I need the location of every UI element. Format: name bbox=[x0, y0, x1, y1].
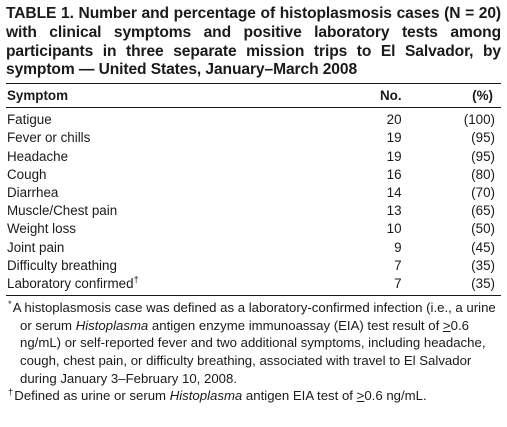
cell-symptom bbox=[6, 239, 339, 257]
cell-symptom bbox=[6, 275, 339, 295]
cell-pct: (35) bbox=[471, 276, 495, 292]
data-table bbox=[6, 84, 501, 295]
table-title bbox=[6, 5, 501, 80]
table-row bbox=[6, 129, 501, 147]
cell-pct: (70) bbox=[471, 185, 495, 200]
footnote-dagger-text-3: 0.6 ng/mL. bbox=[364, 388, 427, 404]
cell-symptom bbox=[6, 184, 339, 202]
cell-symptom bbox=[6, 220, 339, 238]
symptom-label: Cough bbox=[7, 166, 47, 182]
footnote-dagger-text-1: Defined as urine or serum bbox=[14, 388, 170, 404]
cell-pct: (65) bbox=[471, 203, 495, 219]
cell-no: 14 bbox=[386, 185, 402, 200]
footnote-star-text-1: A histoplasmosis case was defined as a laboratory-confirmed infection (i.e., a urine or serum bbox=[12, 300, 496, 333]
cell-pct: (35) bbox=[471, 257, 495, 273]
header-pct: (%) bbox=[472, 88, 493, 104]
symptom-label: Difficulty breathing bbox=[7, 257, 117, 273]
cell-pct: (50) bbox=[471, 221, 495, 237]
symptom-label: Weight loss bbox=[7, 221, 76, 237]
table-row bbox=[6, 148, 501, 166]
cell-symptom bbox=[6, 166, 339, 184]
cell-no: 7 bbox=[394, 257, 402, 273]
cell-no: 19 bbox=[386, 148, 402, 164]
footnotes bbox=[6, 299, 501, 405]
cell-no: 10 bbox=[386, 221, 402, 237]
footnote-star bbox=[6, 299, 501, 387]
table-row bbox=[6, 257, 501, 275]
symptom-label: Fever or chills bbox=[7, 130, 91, 146]
table-row bbox=[6, 202, 501, 220]
footnote-dagger-geq: > bbox=[356, 388, 365, 404]
table-row bbox=[6, 275, 501, 295]
bottom-rule bbox=[6, 295, 501, 296]
footnote-marker: † bbox=[133, 274, 139, 286]
cell-pct: (95) bbox=[471, 130, 495, 146]
cell-no: 20 bbox=[386, 112, 402, 128]
symptom-label: Diarrhea bbox=[7, 185, 59, 200]
cell-symptom bbox=[6, 148, 339, 166]
footnote-star-italic: Histoplasma bbox=[75, 317, 149, 333]
header-symptom: Symptom bbox=[7, 88, 69, 104]
table-body bbox=[6, 108, 501, 295]
cell-no: 19 bbox=[386, 130, 402, 146]
cell-pct: (80) bbox=[471, 166, 495, 182]
table-row bbox=[6, 108, 501, 129]
footnote-dagger bbox=[6, 387, 501, 405]
footnote-star-geq: > bbox=[442, 317, 451, 333]
cell-symptom bbox=[6, 108, 339, 129]
cell-symptom bbox=[6, 129, 339, 147]
cell-symptom bbox=[6, 257, 339, 275]
footnote-star-text-2: antigen enzyme immunoassay (EIA) test result of bbox=[148, 317, 443, 333]
footnote-star-text-3: 0.6 ng/mL) or self-reported fever and two additional symptoms, including headache, cough, chest pain, or difficulty breathing, associated with travel to El Salvador during January 3–February 10, 2008. bbox=[20, 317, 486, 386]
header-no: No. bbox=[379, 88, 402, 104]
table-row bbox=[6, 239, 501, 257]
table-caption: Number and percentage of histoplasmosis cases (N = 20) with clinical symptoms and positive laboratory tests among participants in three separate mission trips to El Salvador, by symptom — United States, January–March 2008 bbox=[6, 5, 502, 79]
header-row bbox=[6, 84, 501, 107]
cell-symptom bbox=[6, 202, 339, 220]
symptom-label: Muscle/Chest pain bbox=[7, 203, 118, 219]
symptom-label: Joint pain bbox=[7, 239, 65, 255]
table-row bbox=[6, 220, 501, 238]
symptom-label: Fatigue bbox=[7, 112, 52, 128]
cell-pct: (95) bbox=[471, 148, 495, 164]
footnote-dagger-text-2: antigen EIA test of bbox=[242, 388, 357, 404]
table-document bbox=[6, 0, 501, 405]
footnote-dagger-italic: Histoplasma bbox=[169, 388, 243, 404]
cell-no: 16 bbox=[386, 166, 402, 182]
cell-no: 7 bbox=[394, 276, 402, 292]
cell-no: 13 bbox=[386, 203, 402, 219]
table-row bbox=[6, 184, 501, 202]
footnote-star-mark: * bbox=[8, 298, 12, 310]
cell-pct: (45) bbox=[471, 239, 495, 255]
table-number: TABLE 1. bbox=[6, 5, 74, 22]
footnote-dagger-mark: † bbox=[8, 386, 14, 398]
cell-pct: (100) bbox=[463, 112, 495, 128]
symptom-label: Laboratory confirmed bbox=[7, 276, 134, 292]
cell-no: 9 bbox=[394, 239, 402, 255]
table-row bbox=[6, 166, 501, 184]
symptom-label: Headache bbox=[7, 148, 69, 164]
